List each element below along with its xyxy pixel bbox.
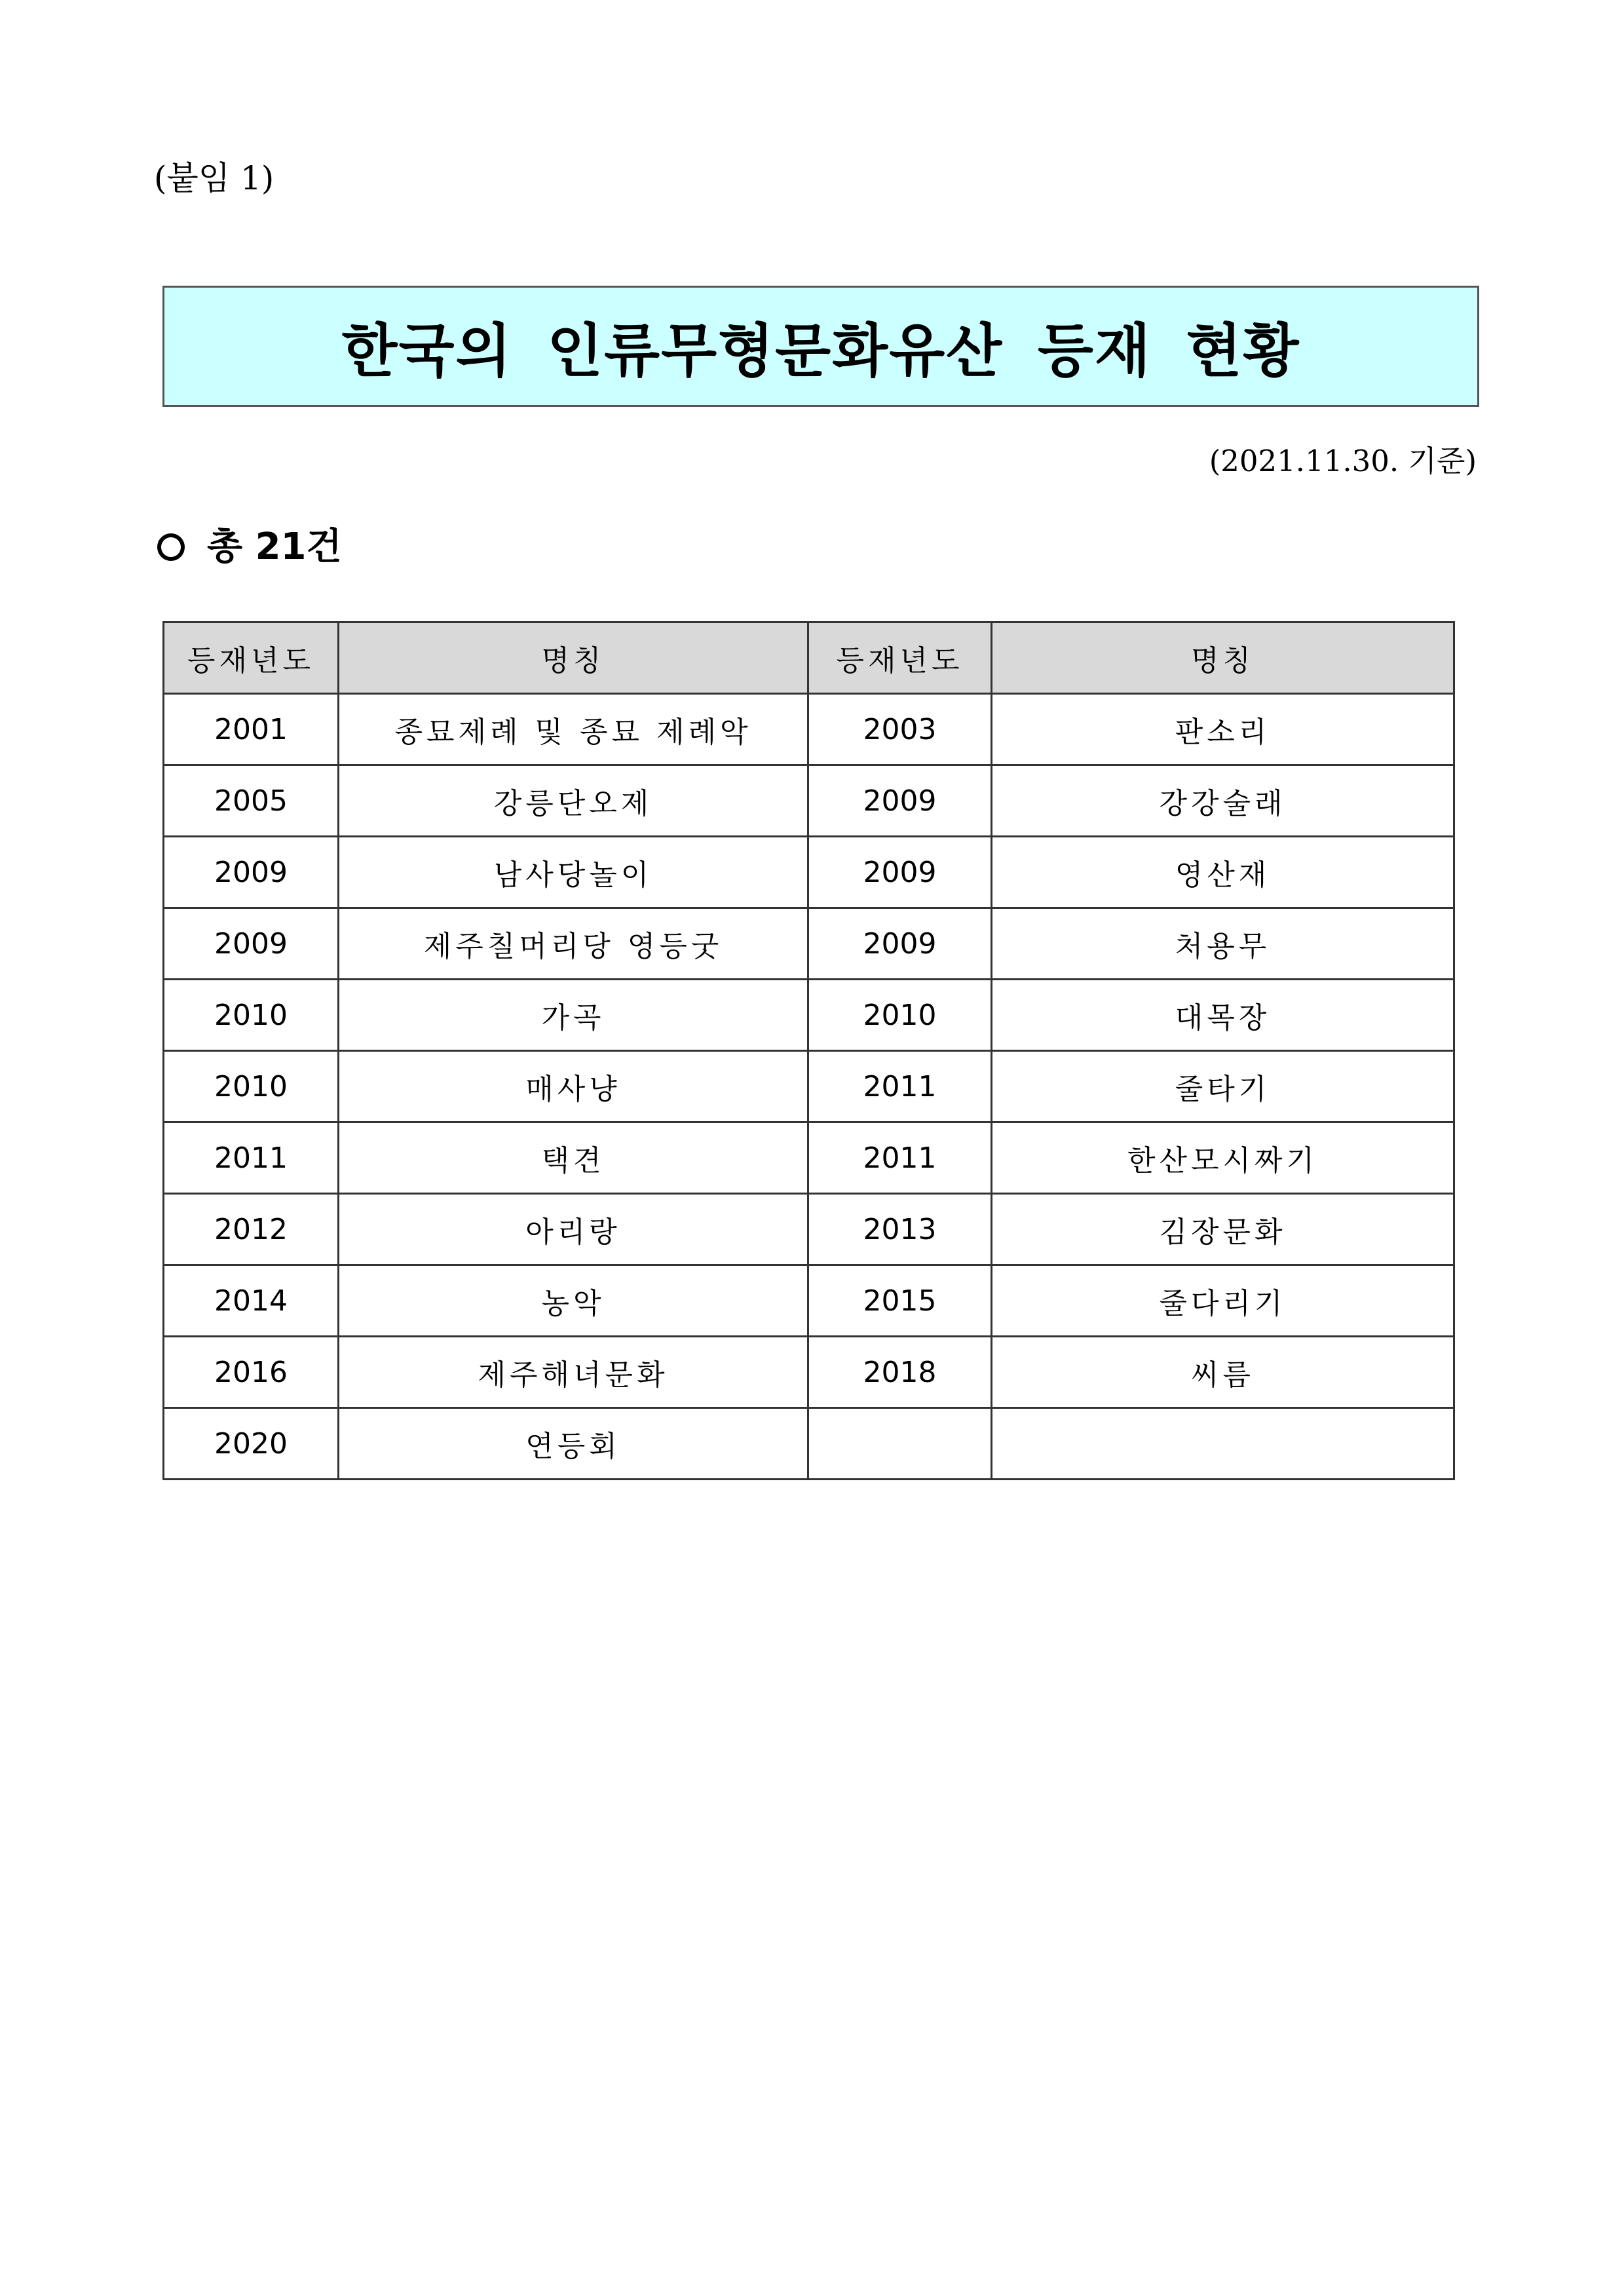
cell-name: 매사냥	[339, 1051, 808, 1122]
cell-year	[808, 1408, 992, 1480]
cell-year: 2011	[808, 1051, 992, 1122]
table-row	[164, 1051, 1454, 1122]
table-row	[164, 1337, 1454, 1408]
table-row	[164, 1194, 1454, 1265]
cell-year: 2012	[164, 1194, 339, 1265]
title-box	[162, 286, 1479, 407]
cell-year: 2009	[808, 837, 992, 908]
table-header-row	[164, 622, 1454, 694]
header-year-2: 등재년도	[808, 622, 992, 694]
cell-name: 아리랑	[339, 1194, 808, 1265]
cell-year: 2010	[164, 980, 339, 1051]
cell-name: 종묘제례 및 종묘 제례악	[339, 694, 808, 765]
cell-name: 줄타기	[992, 1051, 1454, 1122]
cell-year: 2009	[164, 908, 339, 980]
table-row	[164, 837, 1454, 908]
cell-name: 강릉단오제	[339, 765, 808, 837]
cell-year: 2009	[808, 765, 992, 837]
cell-year: 2005	[164, 765, 339, 837]
cell-name: 김장문화	[992, 1194, 1454, 1265]
cell-name: 농악	[339, 1265, 808, 1337]
cell-year: 2009	[808, 908, 992, 980]
cell-year: 2014	[164, 1265, 339, 1337]
date-note: (2021.11.30. 기준)	[1209, 444, 1477, 478]
cell-name: 판소리	[992, 694, 1454, 765]
cell-name: 제주칠머리당 영등굿	[339, 908, 808, 980]
table-row	[164, 1122, 1454, 1194]
cell-name: 택견	[339, 1122, 808, 1194]
cell-name: 제주해녀문화	[339, 1337, 808, 1408]
cell-year: 2018	[808, 1337, 992, 1408]
cell-name: 영산재	[992, 837, 1454, 908]
table-row	[164, 1265, 1454, 1337]
table-row	[164, 908, 1454, 980]
cell-year: 2016	[164, 1337, 339, 1408]
cell-name: 씨름	[992, 1337, 1454, 1408]
cell-name: 처용무	[992, 908, 1454, 980]
cell-name: 강강술래	[992, 765, 1454, 837]
cell-year: 2011	[164, 1122, 339, 1194]
page-title: 한국의 인류무형문화유산 등재 현황	[341, 316, 1300, 385]
cell-name: 가곡	[339, 980, 808, 1051]
cell-name: 줄다리기	[992, 1265, 1454, 1337]
attachment-label: (붙임 1)	[154, 159, 274, 197]
cell-name: 한산모시짜기	[992, 1122, 1454, 1194]
cell-year: 2013	[808, 1194, 992, 1265]
cell-year: 2011	[808, 1122, 992, 1194]
header-name-1: 명칭	[339, 622, 808, 694]
table-row	[164, 980, 1454, 1051]
cell-name: 대목장	[992, 980, 1454, 1051]
cell-year: 2009	[164, 837, 339, 908]
table-row	[164, 1408, 1454, 1480]
cell-year: 2010	[808, 980, 992, 1051]
header-name-2: 명칭	[992, 622, 1454, 694]
table-row	[164, 765, 1454, 837]
cell-year: 2015	[808, 1265, 992, 1337]
cell-year: 2001	[164, 694, 339, 765]
cell-name	[992, 1408, 1454, 1480]
header-year-1: 등재년도	[164, 622, 339, 694]
summary-line	[157, 524, 342, 570]
summary-text: 총 21건	[207, 526, 342, 568]
heritage-table	[162, 621, 1455, 1480]
cell-year: 2020	[164, 1408, 339, 1480]
table-row	[164, 694, 1454, 765]
cell-name: 연등회	[339, 1408, 808, 1480]
cell-year: 2010	[164, 1051, 339, 1122]
cell-year: 2003	[808, 694, 992, 765]
cell-name: 남사당놀이	[339, 837, 808, 908]
circle-bullet-icon	[157, 533, 185, 561]
